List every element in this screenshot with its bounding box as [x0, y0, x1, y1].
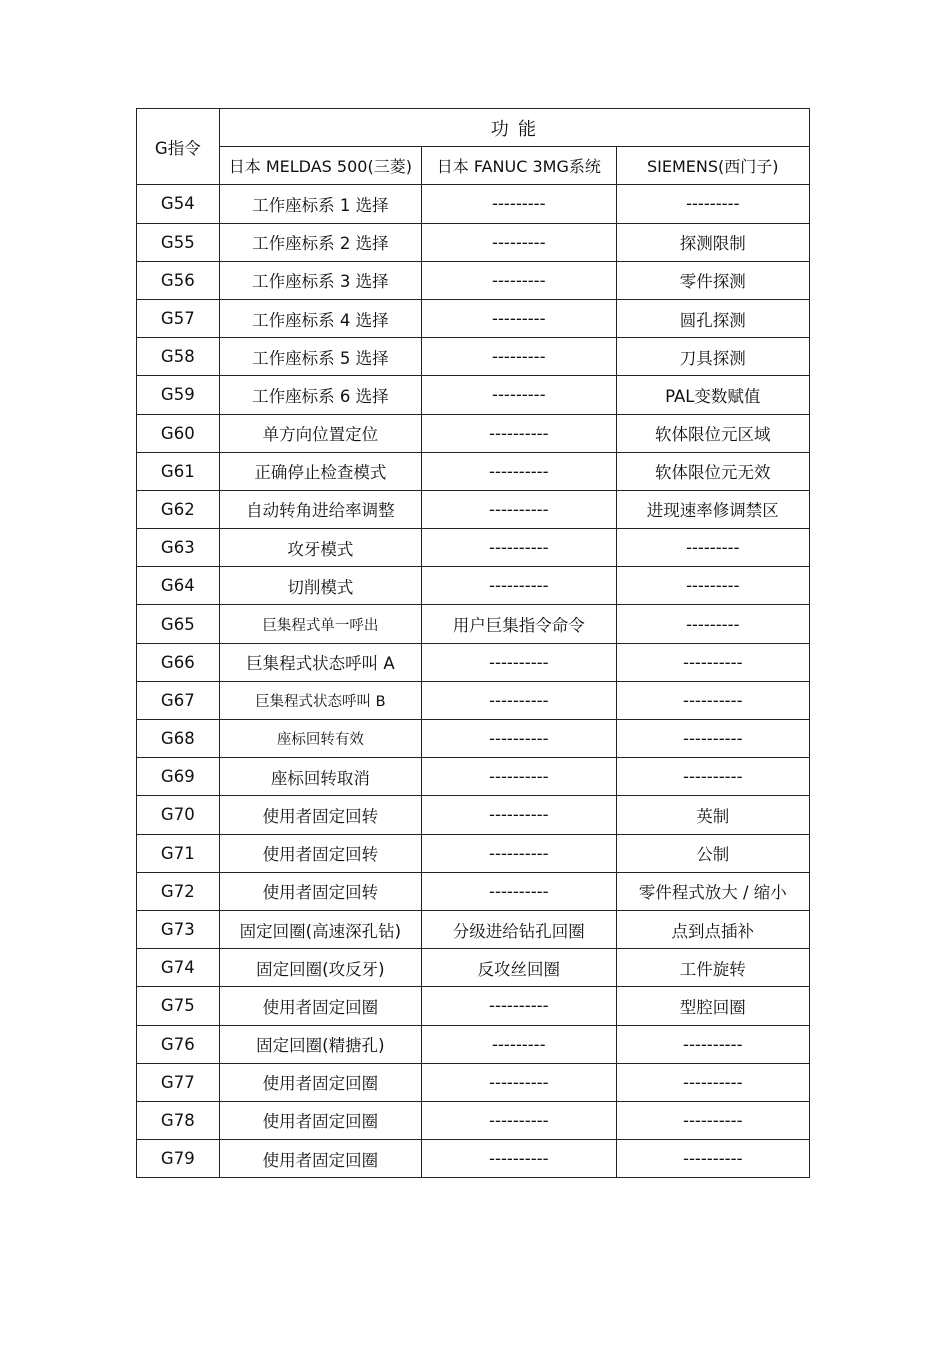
table-row	[137, 643, 810, 681]
g-code-cell: G74	[137, 949, 220, 987]
meldas-cell: 正确停止检查模式	[219, 452, 421, 490]
table-row	[137, 1063, 810, 1101]
g-code-cell: G64	[137, 567, 220, 605]
table-row	[137, 529, 810, 567]
table-row	[137, 223, 810, 261]
meldas-cell: 工作座标系 6 选择	[219, 376, 421, 414]
meldas-cell: 使用者固定回圈	[219, 987, 421, 1025]
siemens-cell: ---------	[616, 567, 809, 605]
meldas-cell: 巨集程式单一呼出	[219, 605, 421, 643]
siemens-cell: ----------	[616, 720, 809, 758]
gcode-table	[136, 108, 810, 1178]
siemens-cell: ---------	[616, 185, 809, 223]
function-header: 功 能	[219, 109, 809, 147]
siemens-cell: PAL变数赋值	[616, 376, 809, 414]
meldas-cell: 使用者固定回转	[219, 834, 421, 872]
g-code-cell: G76	[137, 1025, 220, 1063]
meldas-cell: 使用者固定回圈	[219, 1063, 421, 1101]
fanuc-cell: ----------	[422, 681, 616, 719]
g-code-cell: G70	[137, 796, 220, 834]
table-row	[137, 1101, 810, 1139]
g-code-cell: G78	[137, 1101, 220, 1139]
table-row	[137, 490, 810, 528]
table-row	[137, 681, 810, 719]
fanuc-cell: ----------	[422, 529, 616, 567]
table-row	[137, 834, 810, 872]
g-code-header: G指令	[137, 109, 220, 185]
table-row	[137, 987, 810, 1025]
meldas-cell: 攻牙模式	[219, 529, 421, 567]
fanuc-cell: ---------	[422, 299, 616, 337]
meldas-cell: 使用者固定回圈	[219, 1140, 421, 1178]
g-code-cell: G61	[137, 452, 220, 490]
system-header-siemens: SIEMENS(西门子)	[616, 147, 809, 185]
fanuc-cell: ----------	[422, 987, 616, 1025]
header-row-2	[137, 147, 810, 185]
fanuc-cell: ---------	[422, 223, 616, 261]
fanuc-cell: ----------	[422, 1101, 616, 1139]
meldas-cell: 巨集程式状态呼叫 B	[219, 681, 421, 719]
system-header-fanuc: 日本 FANUC 3MG系统	[422, 147, 616, 185]
meldas-cell: 工作座标系 5 选择	[219, 338, 421, 376]
meldas-cell: 自动转角进给率调整	[219, 490, 421, 528]
siemens-cell: ---------	[616, 529, 809, 567]
g-code-cell: G69	[137, 758, 220, 796]
table-row	[137, 872, 810, 910]
siemens-cell: ----------	[616, 1101, 809, 1139]
siemens-cell: ----------	[616, 1140, 809, 1178]
table-row	[137, 796, 810, 834]
g-code-cell: G75	[137, 987, 220, 1025]
g-code-cell: G77	[137, 1063, 220, 1101]
siemens-cell: 软体限位元无效	[616, 452, 809, 490]
meldas-cell: 固定回圈(精搪孔)	[219, 1025, 421, 1063]
siemens-cell: 点到点插补	[616, 910, 809, 948]
siemens-cell: 型腔回圈	[616, 987, 809, 1025]
header-row-1	[137, 109, 810, 147]
siemens-cell: ----------	[616, 681, 809, 719]
system-header-meldas: 日本 MELDAS 500(三菱)	[219, 147, 421, 185]
fanuc-cell: ----------	[422, 414, 616, 452]
g-code-cell: G72	[137, 872, 220, 910]
g-code-cell: G55	[137, 223, 220, 261]
meldas-cell: 工作座标系 2 选择	[219, 223, 421, 261]
fanuc-cell: 用户巨集指令命令	[422, 605, 616, 643]
siemens-cell: 进现速率修调禁区	[616, 490, 809, 528]
siemens-cell: ----------	[616, 1063, 809, 1101]
g-code-cell: G71	[137, 834, 220, 872]
fanuc-cell: ----------	[422, 1063, 616, 1101]
g-code-cell: G65	[137, 605, 220, 643]
siemens-cell: 探测限制	[616, 223, 809, 261]
table-row	[137, 185, 810, 223]
siemens-cell: ---------	[616, 605, 809, 643]
g-code-cell: G59	[137, 376, 220, 414]
table-row	[137, 949, 810, 987]
fanuc-cell: ---------	[422, 261, 616, 299]
meldas-cell: 单方向位置定位	[219, 414, 421, 452]
meldas-cell: 座标回转取消	[219, 758, 421, 796]
fanuc-cell: ----------	[422, 758, 616, 796]
table-row	[137, 1140, 810, 1178]
table-row	[137, 605, 810, 643]
table-row	[137, 758, 810, 796]
table-row	[137, 261, 810, 299]
g-code-cell: G66	[137, 643, 220, 681]
meldas-cell: 座标回转有效	[219, 720, 421, 758]
fanuc-cell: 反攻丝回圈	[422, 949, 616, 987]
fanuc-cell: ----------	[422, 872, 616, 910]
fanuc-cell: ----------	[422, 720, 616, 758]
g-code-cell: G56	[137, 261, 220, 299]
g-code-cell: G73	[137, 910, 220, 948]
table-row	[137, 338, 810, 376]
fanuc-cell: ----------	[422, 567, 616, 605]
g-code-cell: G63	[137, 529, 220, 567]
fanuc-cell: ----------	[422, 1140, 616, 1178]
table-row	[137, 299, 810, 337]
table-row	[137, 376, 810, 414]
fanuc-cell: ---------	[422, 376, 616, 414]
siemens-cell: 公制	[616, 834, 809, 872]
siemens-cell: 软体限位元区域	[616, 414, 809, 452]
fanuc-cell: ----------	[422, 643, 616, 681]
fanuc-cell: ---------	[422, 185, 616, 223]
meldas-cell: 使用者固定回转	[219, 872, 421, 910]
table-row	[137, 452, 810, 490]
siemens-cell: 工件旋转	[616, 949, 809, 987]
meldas-cell: 巨集程式状态呼叫 A	[219, 643, 421, 681]
meldas-cell: 使用者固定回转	[219, 796, 421, 834]
meldas-cell: 切削模式	[219, 567, 421, 605]
fanuc-cell: ----------	[422, 452, 616, 490]
g-code-cell: G67	[137, 681, 220, 719]
meldas-cell: 固定回圈(攻反牙)	[219, 949, 421, 987]
g-code-cell: G57	[137, 299, 220, 337]
fanuc-cell: ----------	[422, 490, 616, 528]
g-code-cell: G68	[137, 720, 220, 758]
table-row	[137, 910, 810, 948]
fanuc-cell: 分级进给钻孔回圈	[422, 910, 616, 948]
meldas-cell: 使用者固定回圈	[219, 1101, 421, 1139]
meldas-cell: 固定回圈(高速深孔钻)	[219, 910, 421, 948]
g-code-cell: G62	[137, 490, 220, 528]
table-row	[137, 720, 810, 758]
fanuc-cell: ----------	[422, 834, 616, 872]
siemens-cell: 零件探测	[616, 261, 809, 299]
siemens-cell: 零件程式放大 / 缩小	[616, 872, 809, 910]
table-row	[137, 414, 810, 452]
fanuc-cell: ---------	[422, 1025, 616, 1063]
siemens-cell: ----------	[616, 643, 809, 681]
siemens-cell: ----------	[616, 1025, 809, 1063]
g-code-cell: G79	[137, 1140, 220, 1178]
g-code-cell: G54	[137, 185, 220, 223]
fanuc-cell: ----------	[422, 796, 616, 834]
meldas-cell: 工作座标系 3 选择	[219, 261, 421, 299]
table-row	[137, 567, 810, 605]
siemens-cell: ----------	[616, 758, 809, 796]
meldas-cell: 工作座标系 1 选择	[219, 185, 421, 223]
siemens-cell: 刀具探测	[616, 338, 809, 376]
g-code-cell: G58	[137, 338, 220, 376]
table-row	[137, 1025, 810, 1063]
siemens-cell: 英制	[616, 796, 809, 834]
fanuc-cell: ---------	[422, 338, 616, 376]
meldas-cell: 工作座标系 4 选择	[219, 299, 421, 337]
siemens-cell: 圆孔探测	[616, 299, 809, 337]
g-code-cell: G60	[137, 414, 220, 452]
